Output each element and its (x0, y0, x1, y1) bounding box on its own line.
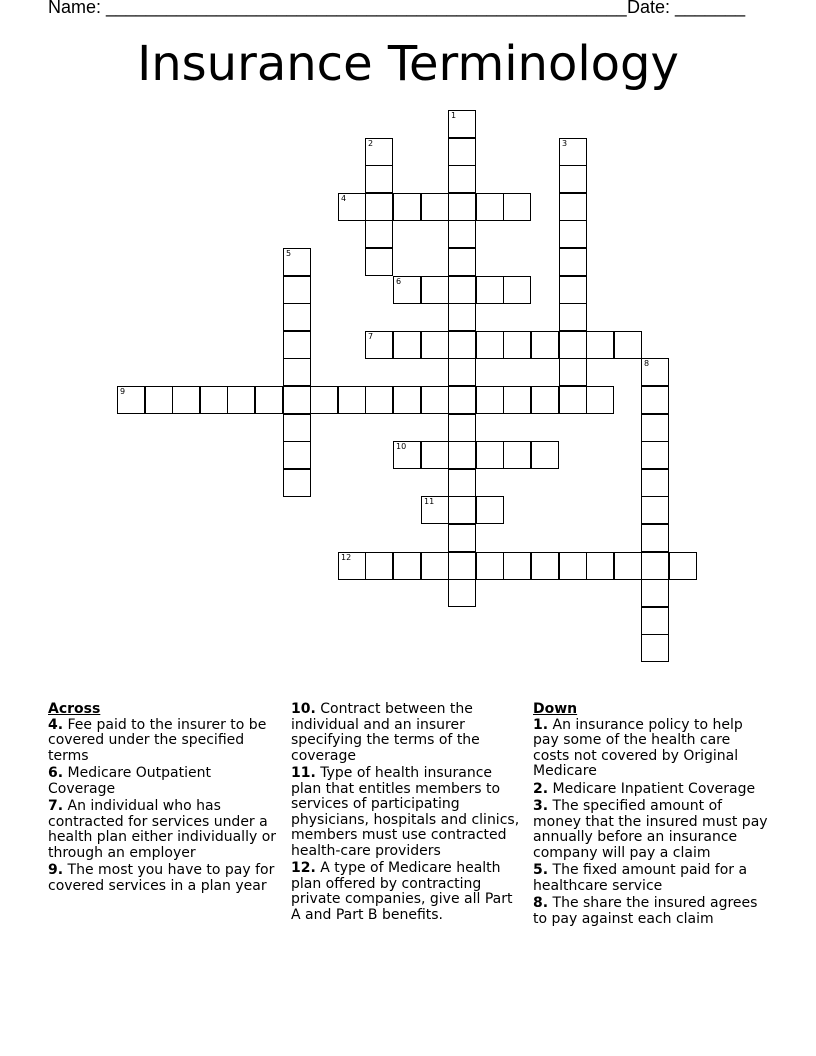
grid-cell[interactable] (641, 441, 669, 469)
grid-cell[interactable] (559, 552, 587, 580)
clue-number: 6. (48, 765, 64, 781)
grid-cell[interactable] (448, 579, 476, 607)
grid-cell[interactable] (559, 331, 587, 359)
grid-cell[interactable] (283, 441, 311, 469)
grid-cell[interactable] (503, 441, 531, 469)
grid-cell[interactable] (641, 358, 669, 386)
grid-cell[interactable] (559, 303, 587, 331)
clue-text: The fixed amount paid for a healthcare service (533, 862, 748, 894)
grid-cell[interactable] (255, 386, 283, 414)
grid-cell[interactable] (531, 552, 559, 580)
grid-cell[interactable] (559, 220, 587, 248)
down-clue-8 (533, 896, 769, 927)
clue-column-3 (533, 702, 769, 929)
grid-cell[interactable] (641, 386, 669, 414)
grid-cell[interactable] (476, 331, 504, 359)
grid-cell[interactable] (283, 469, 311, 497)
grid-cell[interactable] (503, 552, 531, 580)
clue-text: The specified amount of money that the insured must pay annually before an insurance company will pay a claim (533, 798, 768, 861)
grid-cell[interactable] (448, 276, 476, 304)
across-clue-6 (48, 766, 280, 797)
grid-cell[interactable] (448, 524, 476, 552)
grid-cell[interactable] (448, 248, 476, 276)
clue-number: 12. (291, 860, 316, 876)
grid-cell[interactable] (448, 414, 476, 442)
grid-cell[interactable] (283, 276, 311, 304)
grid-cell[interactable] (448, 496, 476, 524)
grid-cell[interactable] (476, 276, 504, 304)
grid-cell[interactable] (310, 386, 338, 414)
clue-number: 5. (533, 862, 549, 878)
grid-cell[interactable] (448, 441, 476, 469)
across-clue-11 (291, 766, 523, 859)
grid-cell[interactable] (586, 331, 614, 359)
clue-number: 9. (48, 862, 64, 878)
grid-cell[interactable] (145, 386, 173, 414)
grid-cell[interactable] (421, 441, 449, 469)
grid-cell[interactable] (448, 386, 476, 414)
down-clue-5 (533, 863, 769, 894)
grid-cell[interactable] (559, 248, 587, 276)
grid-cell[interactable] (448, 469, 476, 497)
down-clue-3 (533, 799, 769, 861)
grid-cell[interactable] (393, 441, 421, 469)
grid-cell[interactable] (421, 276, 449, 304)
grid-cell[interactable] (338, 552, 366, 580)
grid-cell[interactable] (227, 386, 255, 414)
grid-cell-number: 2 (368, 139, 374, 148)
clue-text: A type of Medicare health plan offered by contracting private companies, give all Part A and Part B benefits. (291, 860, 513, 923)
grid-cell[interactable] (393, 552, 421, 580)
grid-cell[interactable] (448, 331, 476, 359)
page-title: Insurance Terminology (137, 36, 679, 92)
grid-cell[interactable] (421, 552, 449, 580)
grid-cell[interactable] (283, 386, 311, 414)
clue-number: 8. (533, 895, 549, 911)
grid-cell[interactable] (614, 331, 642, 359)
grid-cell[interactable] (614, 552, 642, 580)
grid-cell[interactable] (365, 248, 393, 276)
grid-cell[interactable] (476, 441, 504, 469)
grid-cell-number: 11 (424, 497, 435, 506)
grid-cell[interactable] (421, 386, 449, 414)
grid-cell[interactable] (641, 469, 669, 497)
grid-cell[interactable] (283, 331, 311, 359)
grid-cell[interactable] (448, 193, 476, 221)
grid-cell[interactable] (283, 303, 311, 331)
grid-cell[interactable] (641, 524, 669, 552)
grid-cell[interactable] (421, 496, 449, 524)
clue-text: Type of health insurance plan that entitles members to services of participating physicians, hospitals and clinics, members must use contracted health-care providers (291, 765, 520, 859)
clue-number: 7. (48, 798, 64, 814)
clue-text: An individual who has contracted for services under a health plan either individually or through an employer (48, 798, 277, 861)
grid-cell-number: 6 (396, 277, 402, 286)
clue-column-1 (48, 702, 280, 896)
grid-cell[interactable] (641, 414, 669, 442)
down-heading: Down (533, 701, 578, 717)
grid-cell[interactable] (448, 303, 476, 331)
grid-cell[interactable] (338, 386, 366, 414)
grid-cell[interactable] (503, 331, 531, 359)
grid-cell[interactable] (641, 496, 669, 524)
grid-cell[interactable] (559, 386, 587, 414)
grid-cell[interactable] (448, 358, 476, 386)
grid-cell[interactable] (641, 579, 669, 607)
clue-text: Medicare Inpatient Coverage (552, 780, 756, 797)
grid-cell[interactable] (476, 193, 504, 221)
grid-cell-number: 12 (341, 553, 352, 562)
clue-number: 1. (533, 716, 549, 733)
grid-cell[interactable] (283, 414, 311, 442)
clue-number: 4. (48, 716, 64, 733)
clue-text: Medicare Outpatient Coverage (48, 765, 211, 797)
grid-cell[interactable] (503, 276, 531, 304)
clue-text: Contract between the individual and an insurer specifying the terms of the coverage (291, 701, 480, 764)
grid-cell[interactable] (448, 110, 476, 138)
grid-cell[interactable] (641, 634, 669, 662)
grid-cell[interactable] (448, 138, 476, 166)
grid-cell[interactable] (476, 496, 504, 524)
grid-cell[interactable] (448, 220, 476, 248)
name-field-label[interactable]: Name: ____________________________________________________ (48, 0, 627, 17)
grid-cell[interactable] (365, 220, 393, 248)
grid-cell[interactable] (393, 386, 421, 414)
grid-cell[interactable] (117, 386, 145, 414)
grid-cell[interactable] (393, 276, 421, 304)
clue-column-2 (291, 702, 523, 925)
grid-cell[interactable] (586, 386, 614, 414)
grid-cell-number: 4 (341, 194, 347, 203)
grid-cell[interactable] (393, 331, 421, 359)
grid-cell[interactable] (559, 193, 587, 221)
grid-cell[interactable] (476, 552, 504, 580)
grid-cell[interactable] (531, 441, 559, 469)
across-clue-9 (48, 863, 280, 894)
down-clue-1 (533, 718, 769, 780)
grid-cell[interactable] (503, 193, 531, 221)
clue-number: 2. (533, 780, 549, 797)
grid-cell-number: 10 (396, 442, 407, 451)
grid-cell[interactable] (365, 165, 393, 193)
grid-cell[interactable] (448, 552, 476, 580)
grid-cell[interactable] (448, 165, 476, 193)
grid-cell[interactable] (365, 552, 393, 580)
grid-cell[interactable] (283, 358, 311, 386)
grid-cell-number: 5 (286, 249, 292, 258)
grid-cell-number: 3 (562, 139, 568, 148)
down-clue-2 (533, 782, 769, 798)
date-field-label[interactable]: Date: _______ (627, 0, 746, 17)
grid-cell[interactable] (559, 165, 587, 193)
clue-text: Fee paid to the insurer to be covered under the specified terms (48, 716, 267, 764)
across-clue-7 (48, 799, 280, 861)
across-heading: Across (48, 701, 101, 717)
grid-cell-number: 1 (451, 111, 457, 120)
grid-cell[interactable] (669, 552, 697, 580)
grid-cell[interactable] (476, 386, 504, 414)
grid-cell[interactable] (586, 552, 614, 580)
grid-cell[interactable] (283, 248, 311, 276)
grid-cell[interactable] (559, 276, 587, 304)
grid-cell[interactable] (200, 386, 228, 414)
grid-cell[interactable] (421, 193, 449, 221)
across-clue-4 (48, 718, 280, 765)
clue-text: The most you have to pay for covered services in a plan year (48, 862, 275, 894)
clue-number: 11. (291, 765, 316, 781)
grid-cell[interactable] (365, 386, 393, 414)
grid-cell-number: 7 (368, 332, 374, 341)
across-clue-12 (291, 861, 523, 923)
grid-cell[interactable] (365, 193, 393, 221)
grid-cell[interactable] (421, 331, 449, 359)
clue-number: 3. (533, 798, 549, 814)
grid-cell[interactable] (559, 358, 587, 386)
grid-cell[interactable] (531, 331, 559, 359)
grid-cell[interactable] (641, 607, 669, 635)
grid-cell[interactable] (559, 138, 587, 166)
grid-cell[interactable] (365, 331, 393, 359)
grid-cell[interactable] (365, 138, 393, 166)
grid-cell-number: 8 (644, 359, 650, 368)
grid-cell[interactable] (393, 193, 421, 221)
clue-text: The share the insured agrees to pay against each claim (533, 895, 758, 927)
grid-cell[interactable] (503, 386, 531, 414)
grid-cell[interactable] (172, 386, 200, 414)
grid-cell-number: 9 (120, 387, 126, 396)
clue-text: An insurance policy to help pay some of the health care costs not covered by Original Medicare (533, 716, 743, 779)
clue-number: 10. (291, 701, 316, 717)
grid-cell[interactable] (531, 386, 559, 414)
grid-cell[interactable] (641, 552, 669, 580)
grid-cell[interactable] (338, 193, 366, 221)
across-clue-10 (291, 702, 523, 764)
